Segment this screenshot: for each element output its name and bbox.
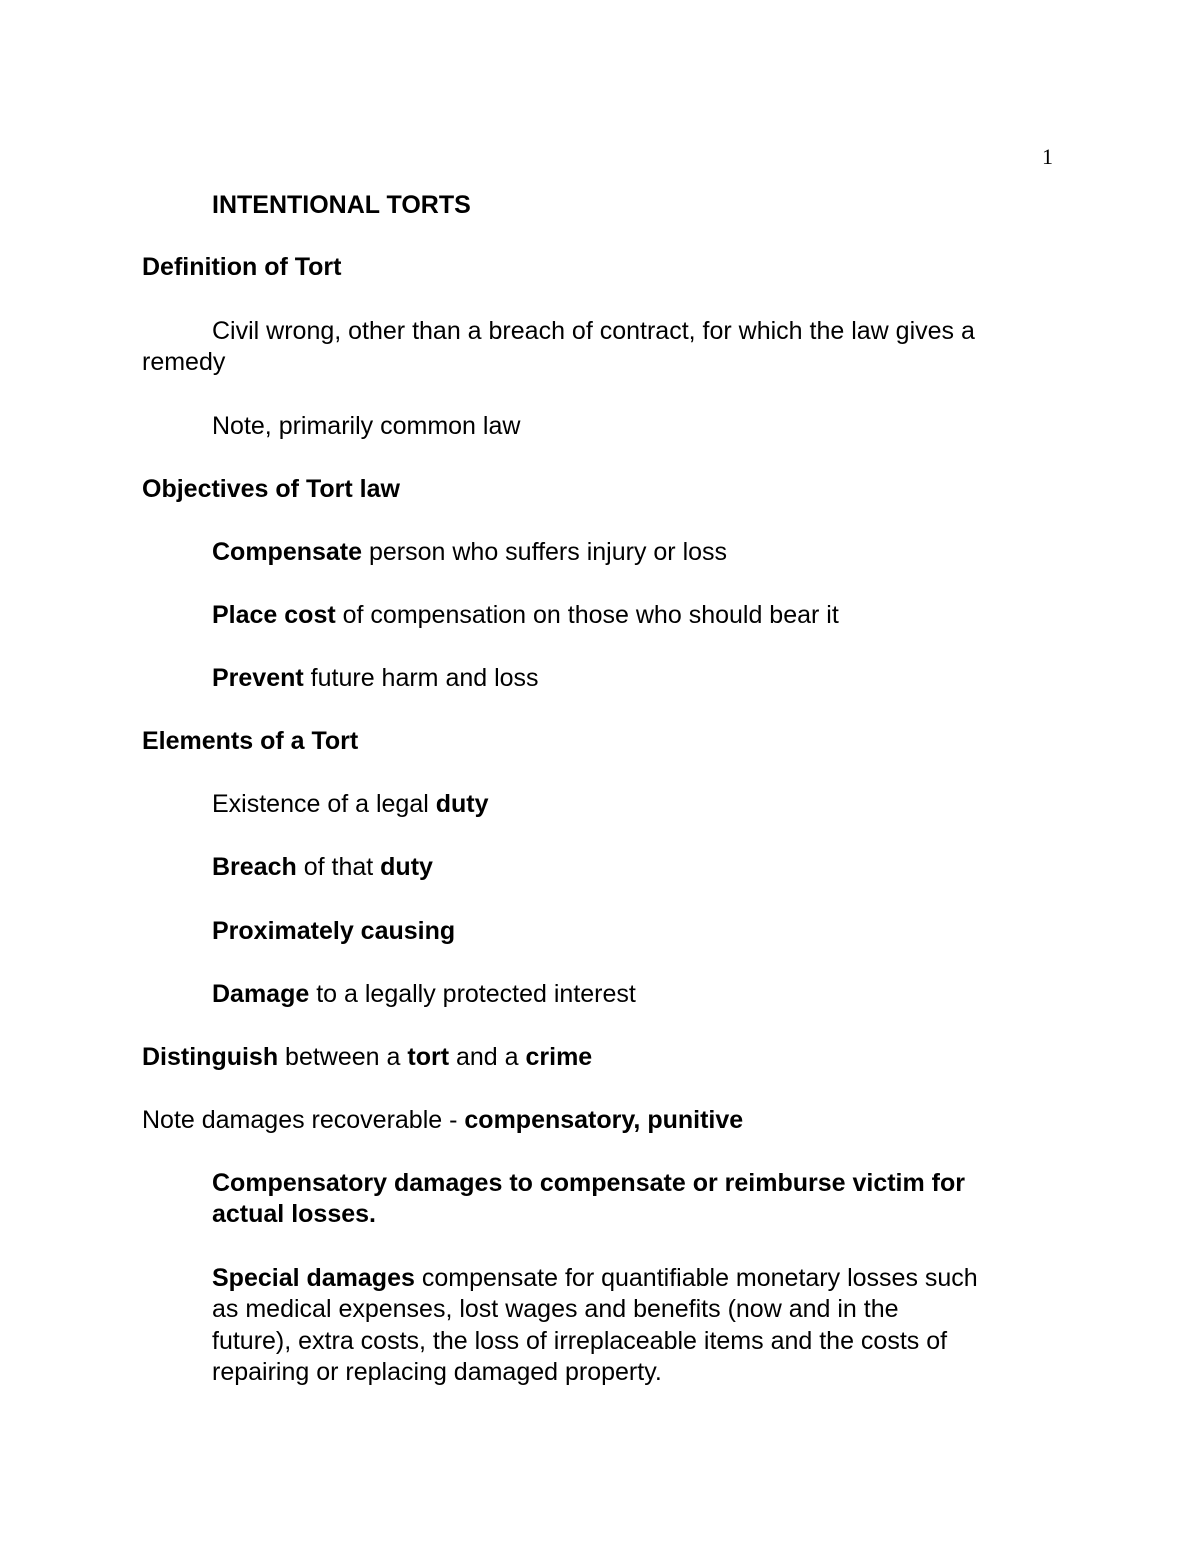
objective-item: Place cost of compensation on those who should bear it [212, 601, 839, 629]
special-damages-line: Special damages compensate for quantifiable monetary losses such [212, 1264, 978, 1292]
distinguish-line: Distinguish between a tort and a crime [142, 1043, 593, 1071]
definition-heading: Definition of Tort [142, 253, 342, 281]
objectives-heading: Objectives of Tort law [142, 475, 400, 503]
special-damages-line: repairing or replacing damaged property. [212, 1358, 662, 1386]
document-title: INTENTIONAL TORTS [212, 191, 471, 219]
objective-item: Prevent future harm and loss [212, 664, 539, 692]
definition-text: Civil wrong, other than a breach of contract, for which the law gives a [212, 317, 975, 345]
objective-item: Compensate person who suffers injury or loss [212, 538, 728, 566]
elements-heading: Elements of a Tort [142, 727, 359, 755]
page-number: 1 [1042, 144, 1053, 169]
definition-note: Note, primarily common law [212, 412, 521, 440]
compensatory-damages-line: actual losses. [212, 1200, 376, 1228]
special-damages-line: future), extra costs, the loss of irreplaceable items and the costs of [212, 1327, 948, 1355]
element-item: Breach of that duty [212, 853, 433, 881]
element-item: Existence of a legal duty [212, 790, 489, 818]
compensatory-damages-line: Compensatory damages to compensate or reimburse victim for [212, 1169, 965, 1197]
damages-note: Note damages recoverable - compensatory, punitive [142, 1106, 744, 1134]
special-damages-line: as medical expenses, lost wages and benefits (now and in the [212, 1295, 899, 1323]
element-item: Proximately causing [212, 917, 456, 945]
definition-text-cont: remedy [142, 348, 226, 376]
element-item: Damage to a legally protected interest [212, 980, 636, 1008]
